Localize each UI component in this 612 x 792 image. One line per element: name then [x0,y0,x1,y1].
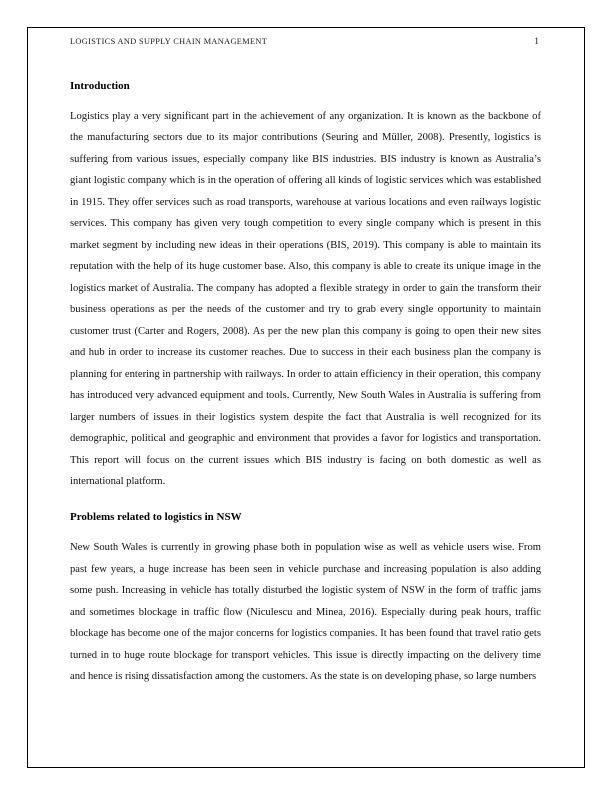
section-problems-heading-block [70,493,541,538]
section-heading-introduction: Introduction [70,80,130,92]
running-head [70,27,541,59]
paragraph-introduction-1: Logistics play a very significant part in the achievement of any organization. It is known as the backbone of the manufacturing sectors due to its major contributions (Seuring and Müller, 2008). Presently, logistics is suffering from various issues, especially company like BIS industries. BIS industry is known as Australia’s giant logistic company which is in the operation of offering all kinds of logistic services which was established in 1915. They offer services such as road transports, warehouse at various locations and even railways logistic services. This company has given very tough competition to every single company which is present in this market segment by including new ideas in their operations (BIS, 2019). This company is able to maintain its reputation with the help of its huge customer base. Also, this company is able to create its unique image in the logistics market of Australia. The company has adopted a flexible strategy in order to gain the transform their business operations as per the needs of the customer and try to grab every single opportunity to maintain customer trust (Carter and Rogers, 2008). As per the new plan this company is going to open their new sites and hub in order to increase its customer reaches. Due to success in their each business plan the company is planning for entering in partnership with railways. In order to attain efficiency in their operation, this company has introduced very advanced equipment and tools. Currently, New South Wales in Australia is suffering from larger numbers of issues in their logistics system despite the fact that Australia is well recognized for its demographic, political and geographic and environment that provides a favor for logistics and transportation. This report will focus on the current issues which BIS industry is facing on both domestic as well as international platform. [70,110,541,487]
page-content [70,27,541,688]
page-number: 1 [534,37,539,47]
section-introduction-heading-block [70,59,541,106]
running-head-title: LOGISTICS AND SUPPLY CHAIN MANAGEMENT [70,37,268,46]
section-heading-problems-nsw: Problems related to logistics in NSW [70,510,242,523]
paragraph-problems-nsw-1: New South Wales is currently in growing phase both in population wise as well as vehicle users wise. From past few years, a huge increase has been seen in vehicle purchase and increasing population is also adding some push. Increasing in vehicle has totally disturbed the logistic system of NSW in the form of traffic jams and sometimes blockage in traffic flow (Niculescu and Minea, 2016). Especially during peak hours, traffic blockage has become one of the major concerns for logistics companies. It has been found that travel ratio gets turned in to huge route blockage for transport vehicles. This issue is directly impacting on the delivery time and hence is rising dissatisfaction among the customers. As the state is on developing phase, so large numbers [70,542,541,682]
